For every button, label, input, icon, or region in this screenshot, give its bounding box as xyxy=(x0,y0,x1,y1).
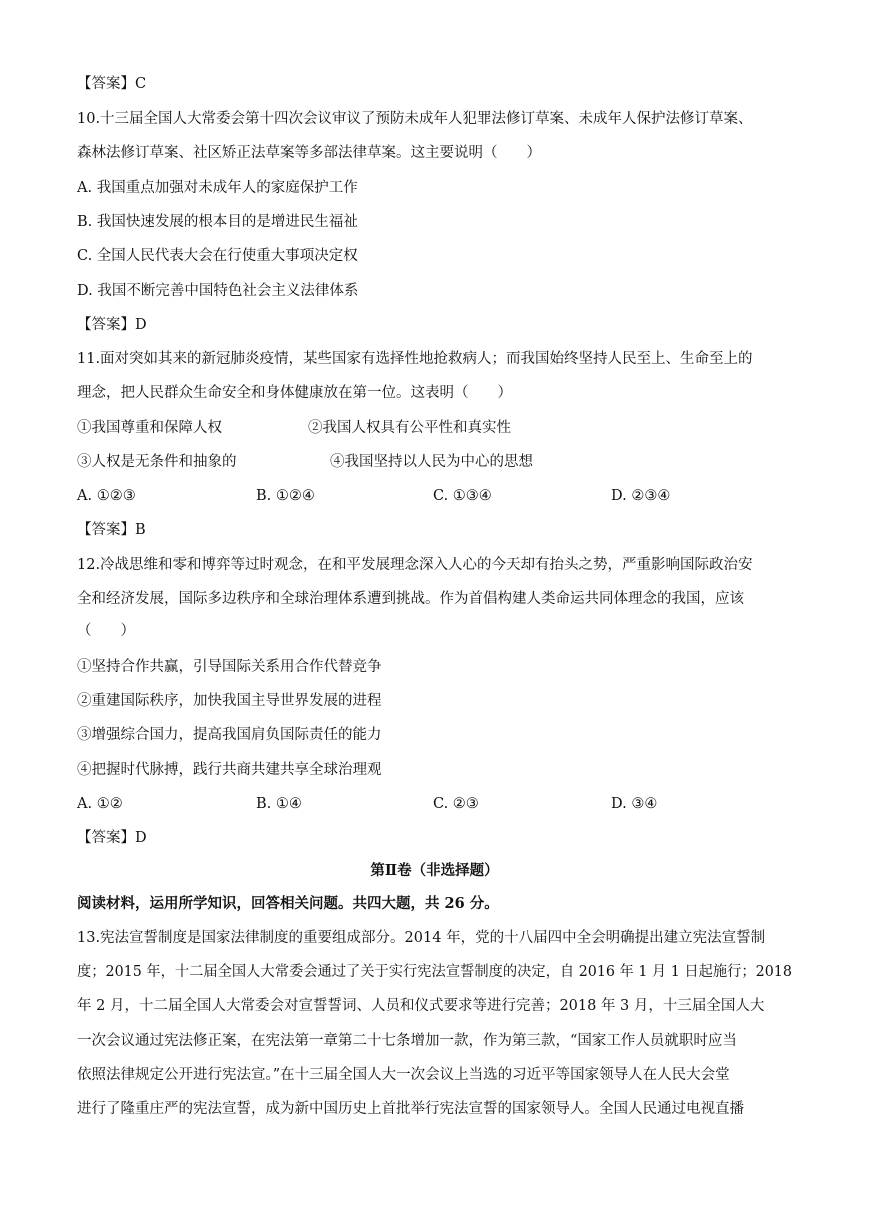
q12-choice-d: D. ③④ xyxy=(611,796,658,812)
q12-statement-2: ②重建国际秩序，加快我国主导世界发展的进程 xyxy=(77,693,382,709)
q11-stem-line-2: 理念，把人民群众生命安全和身体健康放在第一位。这表明（ ） xyxy=(77,385,512,401)
q12-stem-line-2: 全和经济发展，国际多边秩序和全球治理体系遭到挑战。作为首倡构建人类命运共同体理念的我国，应该 xyxy=(77,591,744,607)
q12-statement-4: ④把握时代脉搏，践行共商共建共享全球治理观 xyxy=(77,762,382,778)
q10-option-b: B. 我国快速发展的根本目的是增进民生福祉 xyxy=(77,214,358,230)
q10-stem-line-1: 10.十三届全国人大常委会第十四次会议审议了预防未成年人犯罪法修订草案、未成年人保护法修订草案、 xyxy=(77,111,753,127)
q11-statement-2: ②我国人权具有公平性和真实性 xyxy=(308,420,511,436)
q12-stem-line-1: 12.冷战思维和零和博弈等过时观念，在和平发展理念深入人心的今天却有抬头之势，严重影响国际政治安 xyxy=(77,557,753,573)
q10-answer: 【答案】D xyxy=(77,317,147,333)
q13-stem-line-1: 13.宪法宣誓制度是国家法律制度的重要组成部分。2014 年，党的十八届四中全会明确提出建立宪法宣誓制 xyxy=(77,930,766,946)
q11-statement-4: ④我国坚持以人民为中心的思想 xyxy=(330,454,533,470)
q12-choice-c: C. ②③ xyxy=(433,796,479,812)
q13-stem-line-2: 度；2015 年，十二届全国人大常委会通过了关于实行宪法宣誓制度的决定，自 2016 年 1 月 1 日起施行；2018 xyxy=(77,964,792,980)
q11-answer: 【答案】B xyxy=(77,522,146,538)
q10-option-a: A. 我国重点加强对未成年人的家庭保护工作 xyxy=(77,180,358,196)
section-instruction: 阅读材料，运用所学知识，回答相关问题。共四大题，共 26 分。 xyxy=(77,895,499,912)
q13-stem-line-5: 依照法律规定公开进行宪法宣。”在十三届全国人大一次会议上当选的习近平等国家领导人在人民大会堂 xyxy=(77,1067,730,1083)
q10-option-c: C. 全国人民代表大会在行使重大事项决定权 xyxy=(77,248,358,264)
q9-answer: 【答案】C xyxy=(77,76,147,92)
q13-stem-line-6: 进行了隆重庄严的宪法宣誓，成为新中国历史上首批举行宪法宣誓的国家领导人。全国人民通过电视直播 xyxy=(77,1101,744,1117)
q11-choice-c: C. ①③④ xyxy=(433,488,492,504)
q11-choice-d: D. ②③④ xyxy=(611,488,671,504)
q12-choice-a: A. ①② xyxy=(77,796,123,812)
q10-stem-line-2: 森林法修订草案、社区矫正法草案等多部法律草案。这主要说明（ ） xyxy=(77,145,541,161)
section-title: 第Ⅱ卷（非选择题） xyxy=(370,862,499,879)
q11-statement-1: ①我国尊重和保障人权 xyxy=(77,420,222,436)
q12-answer: 【答案】D xyxy=(77,830,147,846)
q13-stem-line-4: 一次会议通过宪法修正案，在宪法第一章第二十七条增加一款，作为第三款，“国家工作人员就职时应当 xyxy=(77,1033,737,1049)
q11-choice-b: B. ①②④ xyxy=(256,488,315,504)
q11-stem-line-1: 11.面对突如其来的新冠肺炎疫情，某些国家有选择性地抢救病人；而我国始终坚持人民至上、生命至上的 xyxy=(77,351,753,367)
q12-stem-line-3: （ ） xyxy=(77,623,135,639)
q12-statement-3: ③增强综合国力，提高我国肩负国际责任的能力 xyxy=(77,727,382,743)
q11-choice-a: A. ①②③ xyxy=(77,488,136,504)
q10-option-d: D. 我国不断完善中国特色社会主义法律体系 xyxy=(77,283,359,299)
q12-statement-1: ①坚持合作共赢，引导国际关系用合作代替竞争 xyxy=(77,659,382,675)
q13-stem-line-3: 年 2 月，十二届全国人大常委会对宣誓誓词、人员和仪式要求等进行完善；2018 年 3 月，十三届全国人大 xyxy=(77,998,765,1014)
q12-choice-b: B. ①④ xyxy=(256,796,302,812)
q11-statement-3: ③人权是无条件和抽象的 xyxy=(77,454,237,470)
